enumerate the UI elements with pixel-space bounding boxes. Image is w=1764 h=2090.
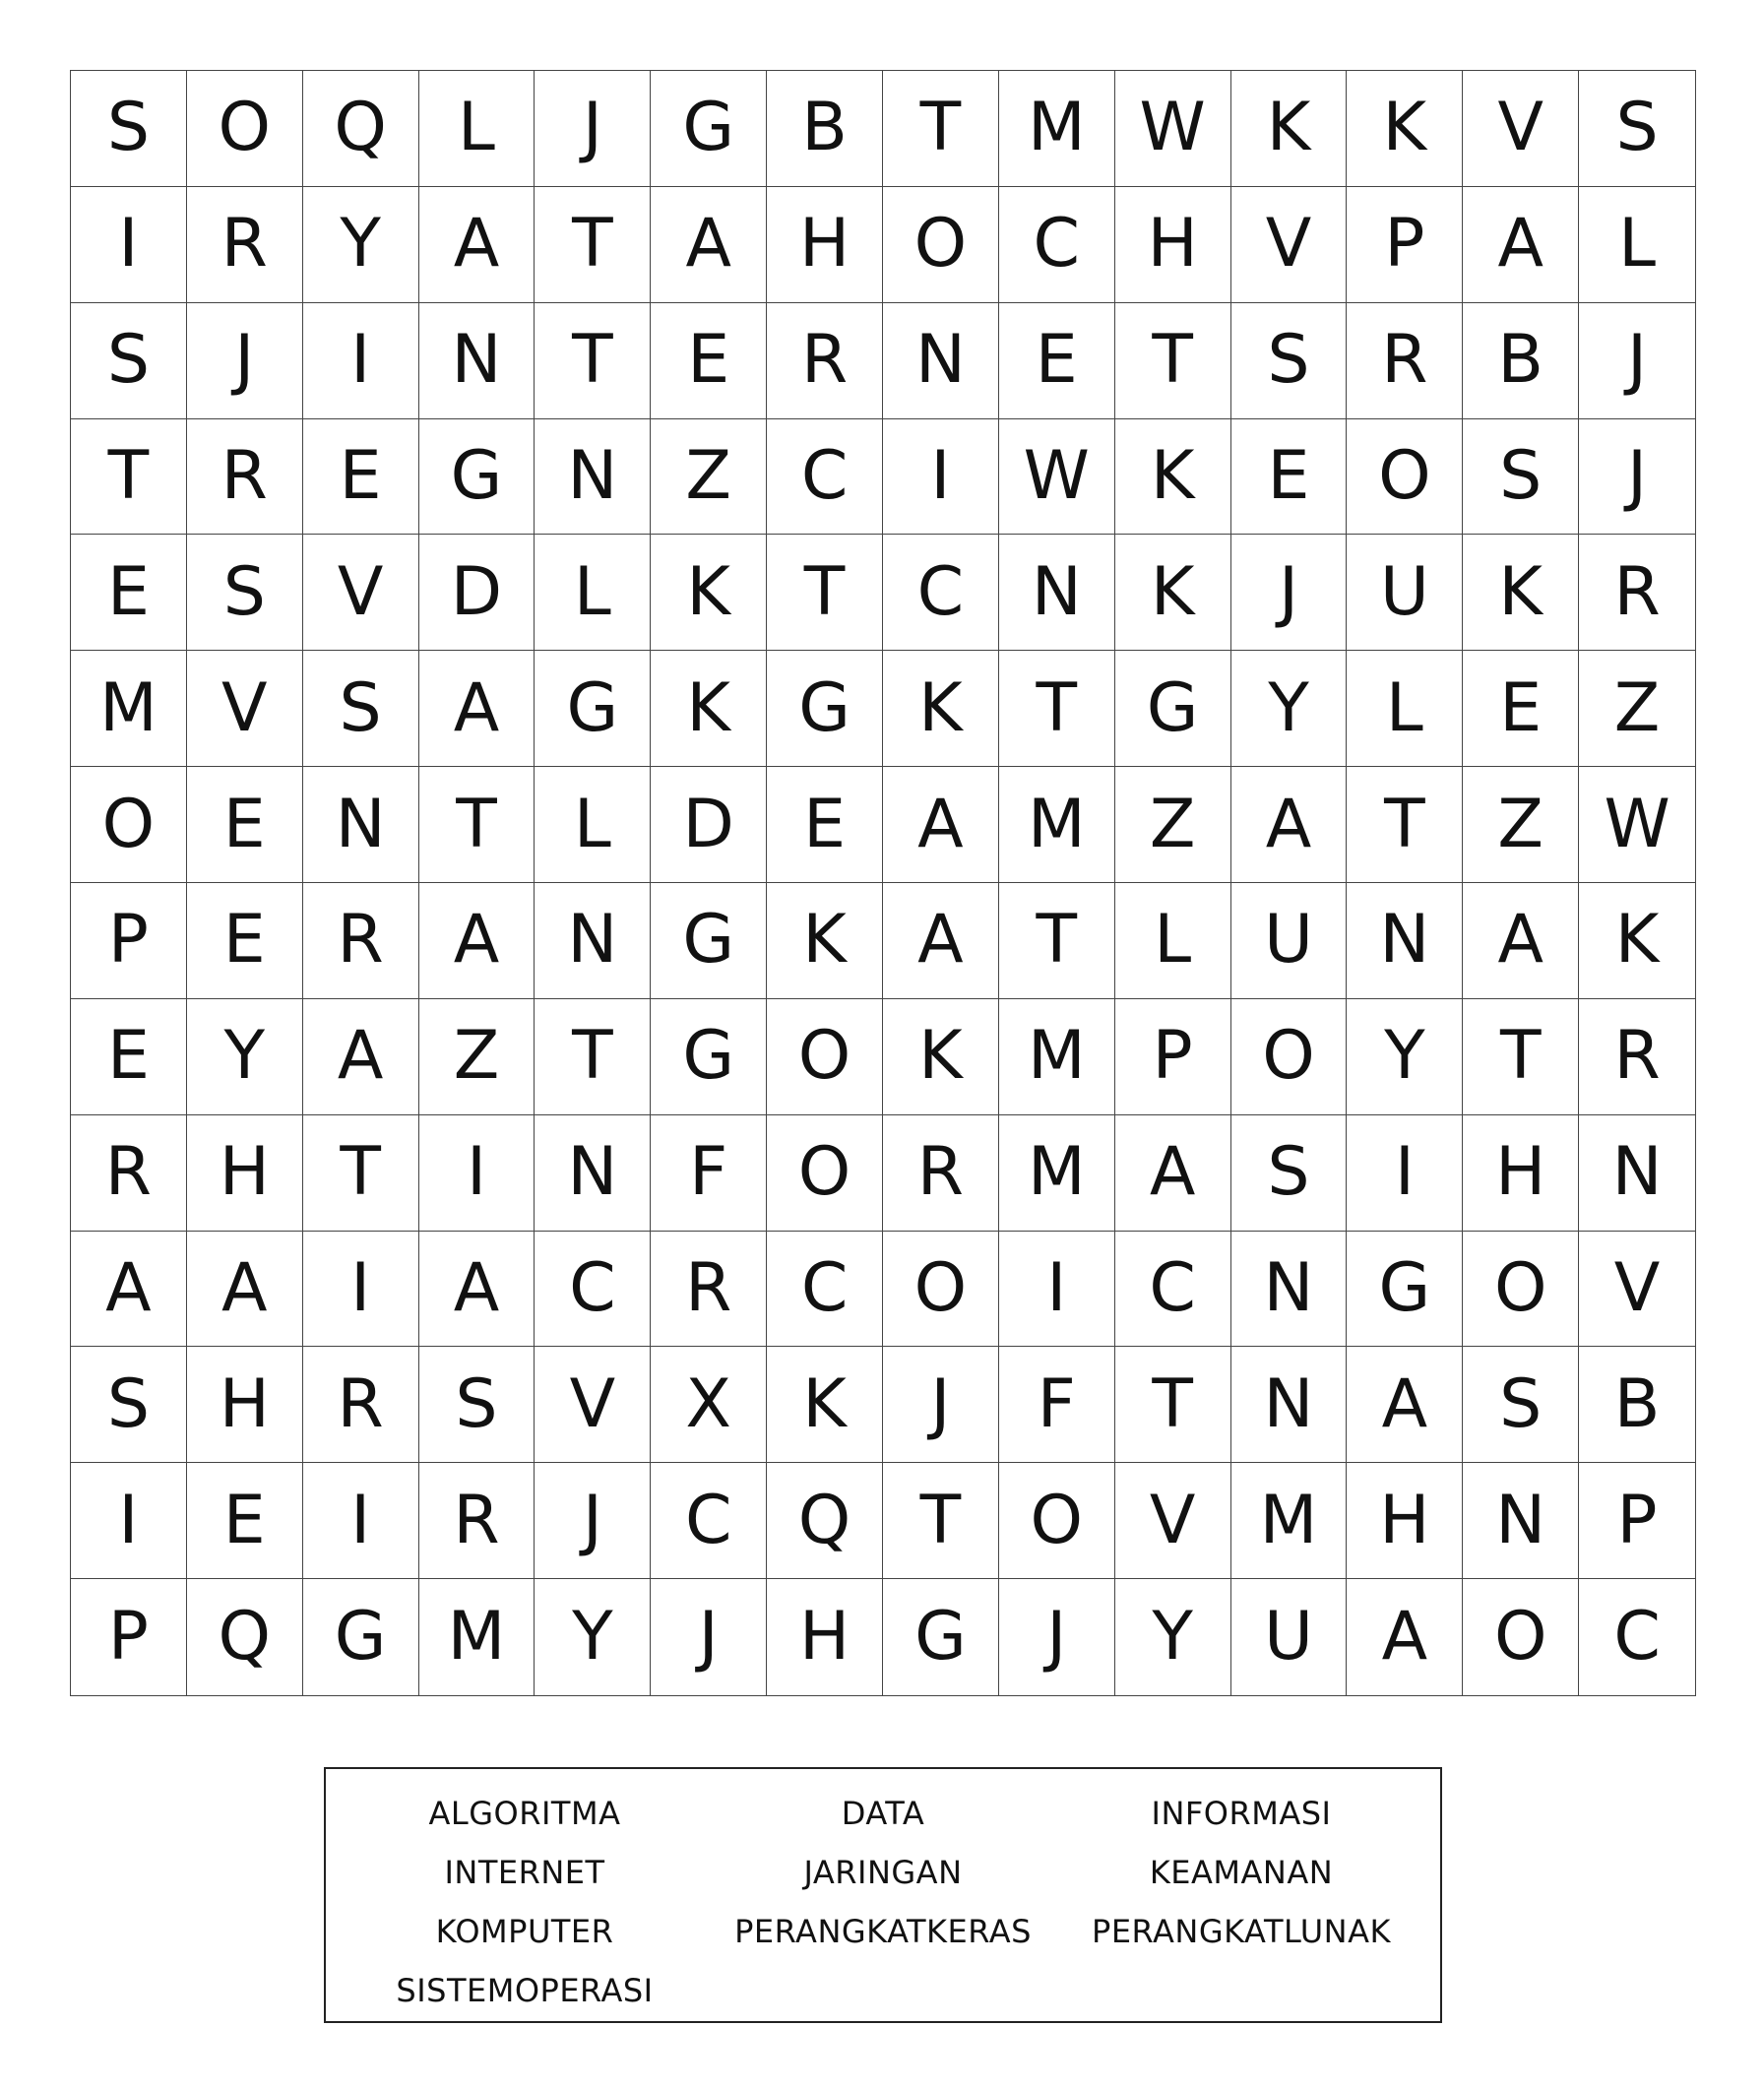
grid-cell[interactable]: N <box>999 535 1115 651</box>
grid-cell[interactable]: L <box>1115 883 1231 999</box>
grid-cell[interactable]: T <box>1463 999 1579 1115</box>
grid-cell[interactable]: A <box>303 999 419 1115</box>
grid-cell[interactable]: T <box>999 651 1115 767</box>
grid-cell[interactable]: T <box>1347 767 1463 883</box>
word-list-item: KOMPUTER <box>435 1913 614 1950</box>
grid-cell[interactable]: V <box>303 535 419 651</box>
grid-cell[interactable]: O <box>187 71 303 187</box>
word-list-item: ALGORITMA <box>428 1795 621 1832</box>
grid-cell[interactable]: G <box>651 71 767 187</box>
grid-cell[interactable]: U <box>1231 1579 1348 1695</box>
grid-cell[interactable]: S <box>1463 1347 1579 1463</box>
grid-cell[interactable]: S <box>71 1347 187 1463</box>
grid-cell[interactable]: H <box>187 1115 303 1232</box>
word-list-item: KEAMANAN <box>1149 1854 1334 1891</box>
grid-cell[interactable]: F <box>651 1115 767 1232</box>
grid-cell[interactable]: H <box>187 1347 303 1463</box>
grid-cell[interactable]: A <box>419 1232 536 1348</box>
grid-cell[interactable]: O <box>767 999 883 1115</box>
grid-cell[interactable]: P <box>1347 187 1463 303</box>
grid-cell[interactable]: K <box>767 1347 883 1463</box>
grid-cell[interactable]: P <box>1579 1463 1695 1579</box>
grid-cell[interactable]: H <box>767 187 883 303</box>
grid-cell[interactable]: C <box>883 535 999 651</box>
grid-cell[interactable]: N <box>1231 1347 1348 1463</box>
grid-cell[interactable]: K <box>1115 419 1231 536</box>
grid-cell[interactable]: E <box>1463 651 1579 767</box>
grid-cell[interactable]: T <box>71 419 187 536</box>
grid-cell[interactable]: J <box>883 1347 999 1463</box>
grid-cell[interactable]: A <box>1347 1347 1463 1463</box>
grid-cell[interactable]: L <box>419 71 536 187</box>
grid-cell[interactable]: R <box>303 883 419 999</box>
word-list-item: JARINGAN <box>803 1854 963 1891</box>
grid-cell[interactable]: S <box>71 71 187 187</box>
grid-cell[interactable]: C <box>535 1232 651 1348</box>
grid-cell[interactable]: K <box>767 883 883 999</box>
grid-cell[interactable]: Z <box>419 999 536 1115</box>
grid-cell[interactable]: H <box>767 1579 883 1695</box>
grid-cell[interactable]: J <box>1231 535 1348 651</box>
grid-cell[interactable]: J <box>187 303 303 419</box>
word-list-item: INTERNET <box>444 1854 605 1891</box>
grid-cell[interactable]: A <box>419 651 536 767</box>
grid-cell[interactable]: T <box>1115 1347 1231 1463</box>
grid-cell[interactable]: R <box>419 1463 536 1579</box>
grid-cell[interactable]: Z <box>1115 767 1231 883</box>
grid-cell[interactable]: M <box>71 651 187 767</box>
grid-cell[interactable]: Q <box>767 1463 883 1579</box>
grid-cell[interactable]: T <box>535 303 651 419</box>
grid-cell[interactable]: P <box>1115 999 1231 1115</box>
grid-cell[interactable]: M <box>419 1579 536 1695</box>
grid-cell[interactable]: N <box>535 883 651 999</box>
grid-cell[interactable]: W <box>1115 71 1231 187</box>
grid-cell[interactable]: M <box>999 71 1115 187</box>
grid-cell[interactable]: A <box>419 187 536 303</box>
grid-cell[interactable]: E <box>651 303 767 419</box>
grid-cell[interactable]: Y <box>303 187 419 303</box>
word-search-grid <box>70 70 1696 1696</box>
grid-cell[interactable]: T <box>999 883 1115 999</box>
grid-cell[interactable]: E <box>999 303 1115 419</box>
grid-cell[interactable]: B <box>767 71 883 187</box>
grid-cell[interactable]: S <box>187 535 303 651</box>
grid-cell[interactable]: G <box>535 651 651 767</box>
grid-cell[interactable]: K <box>1579 883 1695 999</box>
grid-cell[interactable]: R <box>303 1347 419 1463</box>
grid-cell[interactable]: C <box>1115 1232 1231 1348</box>
grid-cell[interactable]: V <box>187 651 303 767</box>
grid-cell[interactable]: A <box>419 883 536 999</box>
grid-cell[interactable]: E <box>1231 419 1348 536</box>
grid-cell[interactable]: U <box>1347 535 1463 651</box>
grid-cell[interactable]: J <box>1579 303 1695 419</box>
grid-cell[interactable]: V <box>1579 1232 1695 1348</box>
grid-cell[interactable]: R <box>1579 535 1695 651</box>
grid-cell[interactable]: J <box>535 71 651 187</box>
grid-cell[interactable]: I <box>71 187 187 303</box>
grid-cell[interactable]: I <box>303 1232 419 1348</box>
grid-cell[interactable]: T <box>535 999 651 1115</box>
grid-cell[interactable]: N <box>883 303 999 419</box>
grid-cell[interactable]: S <box>1231 1115 1348 1232</box>
grid-cell[interactable]: N <box>1463 1463 1579 1579</box>
grid-cell[interactable]: C <box>999 187 1115 303</box>
grid-cell[interactable]: G <box>1347 1232 1463 1348</box>
grid-cell[interactable]: W <box>1579 767 1695 883</box>
grid-cell[interactable]: H <box>1463 1115 1579 1232</box>
grid-cell[interactable]: R <box>883 1115 999 1232</box>
grid-cell[interactable]: O <box>767 1115 883 1232</box>
grid-cell[interactable]: A <box>1347 1579 1463 1695</box>
grid-cell[interactable]: Y <box>535 1579 651 1695</box>
grid-cell[interactable]: P <box>71 883 187 999</box>
grid-cell[interactable]: P <box>71 1579 187 1695</box>
grid-cell[interactable]: B <box>1463 303 1579 419</box>
grid-cell[interactable]: O <box>71 767 187 883</box>
word-list-item: DATA <box>841 1795 925 1832</box>
grid-cell[interactable]: R <box>187 187 303 303</box>
grid-cell[interactable]: N <box>303 767 419 883</box>
grid-cell[interactable]: T <box>883 1463 999 1579</box>
grid-cell[interactable]: N <box>1231 1232 1348 1348</box>
grid-cell[interactable]: E <box>71 999 187 1115</box>
grid-cell[interactable]: R <box>1579 999 1695 1115</box>
grid-cell[interactable]: M <box>999 1115 1115 1232</box>
grid-cell[interactable]: I <box>419 1115 536 1232</box>
grid-cell[interactable]: N <box>535 1115 651 1232</box>
grid-cell[interactable]: G <box>1115 651 1231 767</box>
grid-cell[interactable]: S <box>1463 419 1579 536</box>
grid-cell[interactable]: F <box>999 1347 1115 1463</box>
grid-cell[interactable]: Y <box>1347 999 1463 1115</box>
grid-cell[interactable]: L <box>535 535 651 651</box>
grid-cell[interactable]: S <box>71 303 187 419</box>
grid-cell[interactable]: U <box>1231 883 1348 999</box>
grid-cell[interactable]: A <box>651 187 767 303</box>
grid-cell[interactable]: L <box>535 767 651 883</box>
grid-cell[interactable]: S <box>1579 71 1695 187</box>
grid-cell[interactable]: M <box>999 767 1115 883</box>
grid-cell[interactable]: Y <box>1115 1579 1231 1695</box>
grid-cell[interactable]: Q <box>303 71 419 187</box>
grid-cell[interactable]: R <box>1347 303 1463 419</box>
grid-cell[interactable]: G <box>883 1579 999 1695</box>
grid-cell[interactable]: G <box>419 419 536 536</box>
grid-cell[interactable]: G <box>651 999 767 1115</box>
grid-cell[interactable]: C <box>767 419 883 536</box>
grid-cell[interactable]: X <box>651 1347 767 1463</box>
grid-cell[interactable]: Z <box>1579 651 1695 767</box>
grid-cell[interactable]: N <box>1347 883 1463 999</box>
grid-cell[interactable]: C <box>767 1232 883 1348</box>
grid-cell[interactable]: K <box>651 535 767 651</box>
grid-cell[interactable]: I <box>303 1463 419 1579</box>
grid-cell[interactable]: T <box>883 71 999 187</box>
grid-cell[interactable]: Y <box>187 999 303 1115</box>
word-list-item: SISTEMOPERASI <box>396 1972 654 2009</box>
grid-cell[interactable]: T <box>303 1115 419 1232</box>
grid-cell[interactable]: A <box>1115 1115 1231 1232</box>
grid-cell[interactable]: N <box>535 419 651 536</box>
grid-cell[interactable]: A <box>883 883 999 999</box>
grid-cell[interactable]: T <box>419 767 536 883</box>
grid-cell[interactable]: T <box>767 535 883 651</box>
grid-cell[interactable]: A <box>71 1232 187 1348</box>
word-list <box>324 1767 1442 2023</box>
grid-cell[interactable]: H <box>1347 1463 1463 1579</box>
grid-cell[interactable]: S <box>303 651 419 767</box>
grid-cell[interactable]: M <box>999 999 1115 1115</box>
grid-cell[interactable]: O <box>883 1232 999 1348</box>
grid-cell[interactable]: O <box>1463 1232 1579 1348</box>
grid-cell[interactable]: K <box>883 651 999 767</box>
grid-cell[interactable]: K <box>651 651 767 767</box>
grid-cell[interactable]: J <box>535 1463 651 1579</box>
grid-cell[interactable]: Z <box>651 419 767 536</box>
grid-cell[interactable]: I <box>999 1232 1115 1348</box>
grid-cell[interactable]: L <box>1347 651 1463 767</box>
grid-cell[interactable]: D <box>419 535 536 651</box>
grid-cell[interactable]: D <box>651 767 767 883</box>
grid-cell[interactable]: C <box>1613 1598 1661 1677</box>
grid-cell[interactable]: R <box>71 1115 187 1232</box>
grid-cell[interactable]: S <box>1231 303 1348 419</box>
grid-cell[interactable]: E <box>767 767 883 883</box>
grid-cell[interactable]: S <box>419 1347 536 1463</box>
grid-cell[interactable]: N <box>419 303 536 419</box>
grid-cell[interactable]: T <box>1115 303 1231 419</box>
grid-cell[interactable]: L <box>1579 187 1695 303</box>
grid-cell[interactable]: O <box>883 187 999 303</box>
grid-cell[interactable]: I <box>71 1463 187 1579</box>
grid-cell[interactable]: C <box>651 1463 767 1579</box>
word-list-item: PERANGKATKERAS <box>734 1913 1032 1950</box>
word-list-item: PERANGKATLUNAK <box>1092 1913 1391 1950</box>
grid-cell[interactable]: A <box>883 767 999 883</box>
grid-cell[interactable]: V <box>535 1347 651 1463</box>
grid-cell[interactable]: K <box>1115 535 1231 651</box>
word-list-item: INFORMASI <box>1151 1795 1332 1832</box>
grid-cell[interactable]: B <box>1579 1347 1695 1463</box>
grid-cell[interactable]: I <box>303 303 419 419</box>
grid-cell[interactable]: W <box>999 419 1115 536</box>
grid-cell[interactable]: R <box>651 1232 767 1348</box>
grid-cell[interactable]: I <box>883 419 999 536</box>
grid-cell[interactable]: J <box>651 1579 767 1695</box>
grid-cell[interactable]: Y <box>1231 651 1348 767</box>
grid-cell[interactable]: J <box>1579 419 1695 536</box>
grid-cell[interactable]: R <box>187 419 303 536</box>
grid-cell[interactable]: G <box>767 651 883 767</box>
grid-cell[interactable]: T <box>535 187 651 303</box>
grid-cell[interactable]: N <box>1579 1115 1695 1232</box>
grid-cell[interactable]: H <box>1115 187 1231 303</box>
grid-cell[interactable]: E <box>187 767 303 883</box>
grid-cell[interactable]: E <box>303 419 419 536</box>
grid-cell[interactable]: G <box>303 1579 419 1695</box>
grid-cell[interactable]: V <box>1115 1463 1231 1579</box>
grid-cell[interactable]: A <box>1463 187 1579 303</box>
grid-cell[interactable]: A <box>1231 767 1348 883</box>
grid-cell[interactable]: E <box>187 1463 303 1579</box>
grid-cell[interactable]: O <box>1463 1579 1579 1695</box>
grid-cell[interactable]: G <box>651 883 767 999</box>
grid-cell[interactable]: Q <box>187 1579 303 1695</box>
grid-cell[interactable]: J <box>999 1579 1115 1695</box>
grid-cell[interactable]: K <box>1463 535 1579 651</box>
grid-cell[interactable]: K <box>1347 71 1463 187</box>
grid-cell[interactable]: A <box>1463 883 1579 999</box>
grid-cell[interactable]: M <box>1231 1463 1348 1579</box>
grid-cell[interactable]: E <box>187 883 303 999</box>
grid-cell[interactable]: I <box>1347 1115 1463 1232</box>
grid-cell[interactable]: V <box>1231 187 1348 303</box>
grid-cell[interactable]: O <box>1231 999 1348 1115</box>
grid-cell[interactable]: O <box>1347 419 1463 536</box>
grid-cell[interactable]: Z <box>1463 767 1579 883</box>
grid-cell[interactable]: R <box>767 303 883 419</box>
grid-cell[interactable]: K <box>1231 71 1348 187</box>
grid-cell[interactable]: V <box>1463 71 1579 187</box>
grid-cell[interactable]: E <box>71 535 187 651</box>
grid-cell[interactable]: O <box>999 1463 1115 1579</box>
grid-cell[interactable]: K <box>883 999 999 1115</box>
grid-cell[interactable]: A <box>187 1232 303 1348</box>
